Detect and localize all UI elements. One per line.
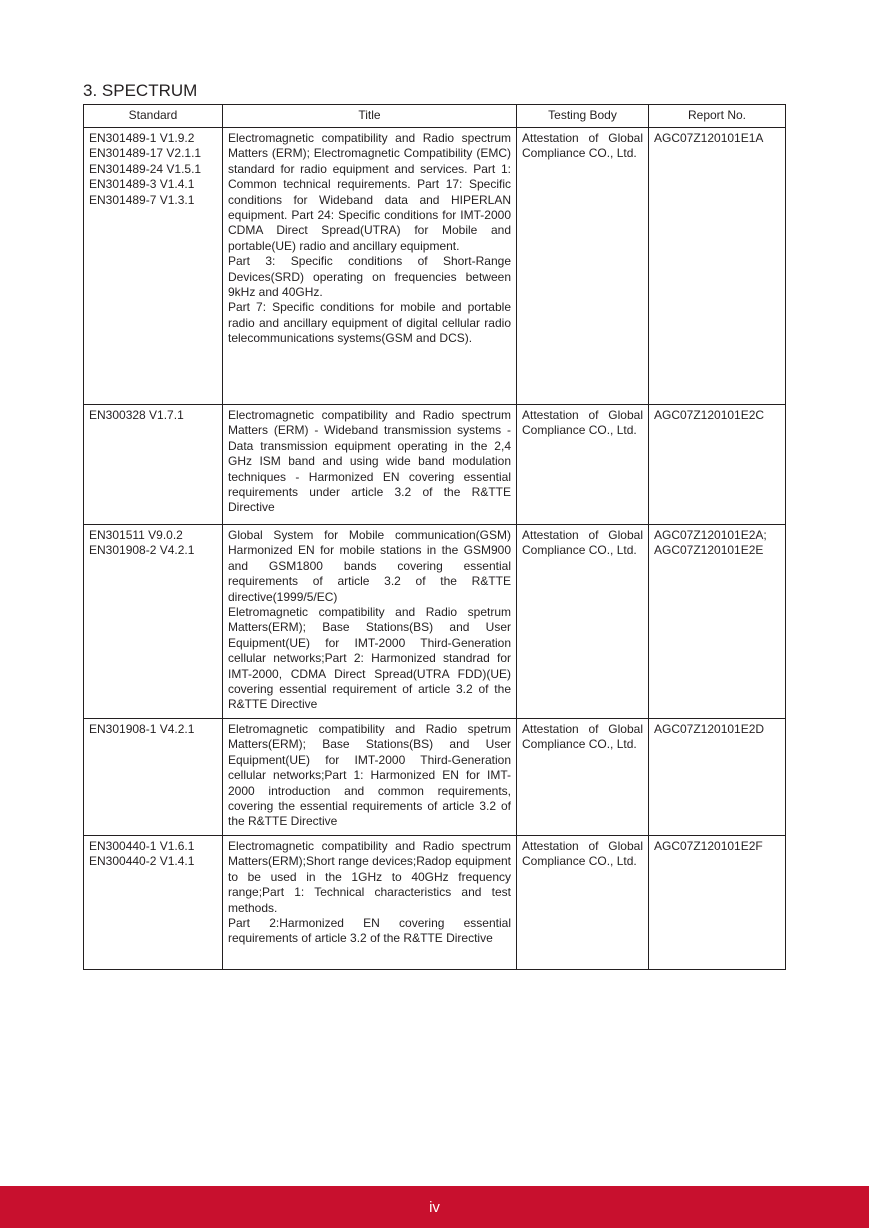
title-text: Electromagnetic compatibility and Radio spectrum Matters (ERM) - Wideband transmission systems - Data transmission equipment operating in the 2,4 GHz ISM band and using wide band modulation techniques - Harmonized EN covering essential requirements under article 3.2 of the R&TTE Directive [228,408,511,515]
report-number: AGC07Z120101E2C [654,408,765,422]
title-cell [223,525,517,719]
table-row [84,525,786,719]
report-cell [649,836,786,970]
table-row [84,405,786,525]
report-number: AGC07Z120101E2E [654,543,764,558]
testing-body-cell: Attestation of Global Compliance CO., Ltd. [517,525,649,719]
standard-code: EN301908-1 V4.2.1 [89,722,195,736]
report-cell [649,128,786,405]
title-cell [223,836,517,970]
title-cell [223,719,517,836]
title-cell [223,128,517,405]
report-cell [649,525,786,719]
header-testing-body: Testing Body [517,105,649,128]
title-text: Global System for Mobile communication(GSM) Harmonized EN for mobile stations in the GSM900 and GSM1800 bands covering essential requirements of article 3.2 of the R&TTE directive(1999/5/EC) [228,528,511,604]
report-number: AGC07Z120101E1A [654,131,764,145]
standard-code: EN301908-2 V4.2.1 [89,543,195,558]
standard-cell [84,128,223,405]
testing-body-cell: Attestation of Global Compliance CO., Ltd. [517,128,649,405]
standard-code: EN300440-2 V1.4.1 [89,854,195,869]
title-text: Eletromagnetic compatibility and Radio spetrum Matters(ERM); Base Stations(BS) and User Equipment(UE) for IMT-2000 Third-Generation cellular networks;Part 2: Harmonized standrad for IMT-2000, CDMA Direct Spread(UTRA FDD)(UE) covering essential requirement of article 3.2 of the R&TTE Directive [228,605,511,712]
standard-cell [84,525,223,719]
title-text: Electromagnetic compatibility and Radio spectrum Matters (ERM); Electromagnetic Compatibility (EMC) standard for radio equipment and services. Part 1: Common technical requirements. Part 17: Specific conditions for Wideband data and HIPERLAN equipment. Part 24: Specific conditions for IMT-2000 CDMA Direct Spread(UTRA) for Mobile and portable(UE) radio and ancillary equipment. [228,131,511,253]
title-cell [223,405,517,525]
section-title: 3. SPECTRUM [83,81,198,100]
table-row [84,719,786,836]
standard-code: EN301489-3 V1.4.1 [89,177,195,192]
report-cell [649,405,786,525]
report-number: AGC07Z120101E2A; [654,528,767,542]
standard-cell [84,836,223,970]
title-text: Part 2:Harmonized EN covering essential requirements of article 3.2 of the R&TTE Directive [228,916,511,946]
standard-code: EN301489-1 V1.9.2 [89,131,195,145]
standard-code: EN300440-1 V1.6.1 [89,839,195,853]
header-standard: Standard [84,105,223,128]
standard-code: EN301511 V9.0.2 [89,528,183,542]
page-number: iv [429,1199,440,1216]
testing-body-cell: Attestation of Global Compliance CO., Ltd. [517,836,649,970]
report-cell [649,719,786,836]
testing-body-cell: Attestation of Global Compliance CO., Ltd. [517,719,649,836]
header-report-no: Report No. [649,105,786,128]
report-number: AGC07Z120101E2D [654,722,765,736]
standard-cell [84,405,223,525]
title-text: Electromagnetic compatibility and Radio spectrum Matters(ERM);Short range devices;Radop equipment to be used in the 1GHz to 40GHz frequency range;Part 1: Technical characteristics and test methods. [228,839,511,915]
title-text: Part 3: Specific conditions of Short-Range Devices(SRD) operating on frequencies between 9kHz and 40GHz. [228,254,511,300]
testing-body-cell: Attestation of Global Compliance CO., Ltd. [517,405,649,525]
standard-code: EN301489-17 V2.1.1 [89,146,202,161]
header-title: Title [223,105,517,128]
standard-cell [84,719,223,836]
standard-code: EN300328 V1.7.1 [89,408,184,422]
title-text: Part 7: Specific conditions for mobile and portable radio and ancillary equipment of digital cellular radio telecommunications systems(GSM and DCS). [228,300,511,346]
table-row [84,128,786,405]
standard-code: EN301489-24 V1.5.1 [89,161,202,176]
table-header-row [84,105,786,128]
report-number: AGC07Z120101E2F [654,839,763,853]
table-row [84,836,786,970]
standard-code: EN301489-7 V1.3.1 [89,192,195,207]
spectrum-table [83,104,786,970]
title-text: Eletromagnetic compatibility and Radio spetrum Matters(ERM); Base Stations(BS) and User Equipment(UE) for IMT-2000 Third-Generation cellular networks;Part 1: Harmonized EN for IMT-2000 introduction and common requirements, covering the essential requirements of article 3.2 of the R&TTE Directive [228,722,511,829]
